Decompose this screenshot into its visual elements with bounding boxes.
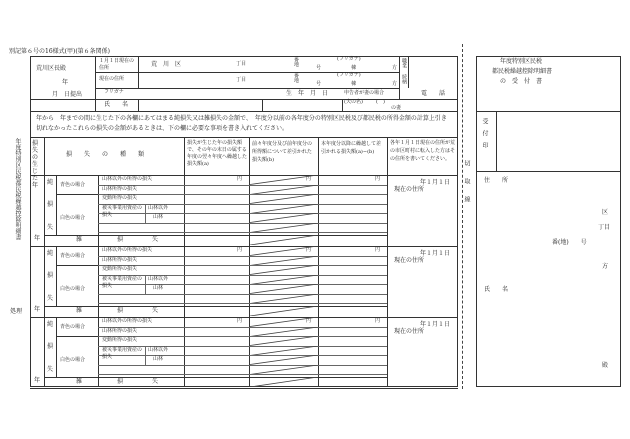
hatched-cell: [250, 185, 318, 195]
processing-label: 処理: [10, 308, 23, 315]
col-year-header: 損失の生じた年: [32, 140, 39, 189]
forest-other-label: 山林以外: [148, 346, 169, 353]
forest-short-label: 山林: [153, 356, 164, 362]
blue-case-label: 青色の場合: [60, 253, 86, 259]
disaster-label: 被災事業用資産の損失: [102, 275, 143, 289]
year-label: 年: [62, 79, 69, 86]
hatched-cell: [250, 256, 318, 266]
group-year-char: 年: [34, 235, 41, 242]
receipt-banchi: 番(地) 号: [552, 239, 587, 246]
loss-type-label: 変動所得の損失: [102, 266, 138, 272]
col-c-header: 本年度分以降に繰越して差引かれる損失額(a)−(b): [321, 141, 382, 155]
col-a-header: 損失が生じた年の損失額で、その年の末日の属する年度の翌々年度へ繰越した損失額(a): [187, 140, 248, 167]
receipt-ward: 区: [602, 209, 609, 216]
cut-line-label: 切 取 線: [463, 160, 470, 202]
go-1: 号: [316, 65, 322, 71]
husband-name-label: (夫の名): [344, 99, 363, 105]
blue-case-label: 青色の場合: [60, 182, 86, 188]
banchi-2: 番地: [294, 73, 300, 84]
hatched-cell: [250, 284, 318, 294]
net-loss-char-2: 損: [47, 272, 54, 279]
loss-type-label: 山林以外の所得の損失: [102, 176, 153, 182]
group-year-char: 年: [34, 306, 41, 313]
agent-label: 申告者が妻の場合: [344, 90, 385, 96]
hatched-cell: [250, 175, 318, 185]
yen-mark-c: 円: [375, 176, 381, 182]
forest-short-label: 山林: [153, 214, 164, 220]
hatched-cell: [250, 194, 318, 204]
hatched-cell: [250, 265, 318, 275]
yen-mark-c: 円: [375, 247, 381, 253]
blue-case-label: 青色の場合: [60, 324, 86, 330]
disaster-label: 被災事業用資産の損失: [102, 346, 143, 360]
receipt-stamp-label: 受 付 印: [481, 118, 488, 148]
no-tsuma-label: の妻: [391, 105, 402, 111]
loss-type-label: 山林以外の所得の損失: [102, 247, 153, 253]
forest-other-label: 山林以外: [148, 275, 169, 282]
loss-type-label: 山林所得の損失: [102, 327, 138, 334]
chome-2: 丁目: [236, 77, 247, 83]
white-case-label: 白色の場合: [60, 357, 86, 363]
receipt-address-label: 住 所: [484, 177, 509, 184]
go-2: 号: [316, 81, 322, 87]
hatched-cell: [250, 294, 318, 304]
addressee-label: 荒川区長殿: [36, 65, 67, 72]
col-d-header: 各年１月１日現在の住所が荒の市区町村に転入した方はその住所を書いてください。: [390, 140, 456, 162]
misc-loss-char-1: 雑: [76, 307, 83, 314]
banchi-1: 番地: [294, 57, 300, 68]
intro-text: 年から 年までの間に生じた下の各欄にあてはまる純損失又は雑損失の金額で、 年度分以前の各年度分の特別区民税及び都民税の所得金額の計算上引き切れなかったこれらの損失の金額があるときは、下の欄に必要な事項を書き入れてください。: [36, 115, 447, 132]
hatched-cell: [250, 235, 318, 245]
forest-short-label: 山林: [153, 285, 164, 291]
net-loss-char-2: 損: [47, 343, 54, 350]
forest-other-label: 山林以外: [148, 204, 169, 211]
date-submitted-label: 月 日提出: [52, 91, 83, 98]
misc-loss-char-2: 損: [117, 378, 124, 385]
hatched-cell: [250, 327, 318, 337]
hatched-cell: [250, 317, 318, 327]
yen-mark-b: 円: [306, 318, 312, 324]
chome-1: 丁目: [236, 61, 247, 67]
phone-label: 電 話: [421, 90, 446, 97]
loss-type-label: 山林以外の所得の損失: [102, 318, 153, 324]
paren-label: ( ): [376, 99, 385, 105]
misc-loss-char-3: 失: [152, 236, 159, 243]
kata-2: 方: [392, 81, 398, 87]
misc-loss-char-1: 雑: [76, 236, 83, 243]
white-case-label: 白色の場合: [60, 286, 86, 292]
hatched-cell: [250, 246, 318, 256]
net-loss-char-3: 失: [47, 366, 54, 373]
receipt-frame: [476, 56, 621, 387]
occupation-label: 職業: [401, 58, 407, 68]
misc-loss-char-2: 損: [117, 307, 124, 314]
misc-loss-char-2: 損: [117, 236, 124, 243]
hatched-cell: [250, 306, 318, 316]
mune-1: 棟: [351, 65, 357, 71]
yen-mark-a: 円: [237, 318, 243, 324]
ward-prefix: 荒 川 区: [151, 61, 182, 68]
yen-mark-a: 円: [237, 247, 243, 253]
relation-label: 続柄: [401, 74, 407, 84]
jan1-address-label: １月１日現在の住所: [99, 58, 135, 71]
hatched-cell: [250, 223, 318, 233]
net-loss-char-3: 失: [47, 224, 54, 231]
loss-type-label: 変動所得の損失: [102, 337, 138, 343]
current-address-col-label: 現在の住所: [394, 328, 425, 335]
misc-loss-char-3: 失: [152, 378, 159, 385]
current-address-col-label: 現在の住所: [394, 186, 425, 193]
jan1-label: 年１月１日: [420, 321, 451, 328]
group-year-char: 年: [34, 377, 41, 384]
jan1-label: 年１月１日: [420, 250, 451, 257]
dob-label: 生 年 月 日: [286, 90, 329, 97]
furigana-name-label: フリガナ: [104, 89, 124, 95]
hatched-cell: [250, 377, 318, 387]
net-loss-char-1: 純: [47, 250, 54, 257]
hatched-cell: [250, 275, 318, 285]
receipt-kata: 方: [602, 263, 609, 270]
receipt-chome: 丁目: [598, 224, 611, 231]
hatched-cell: [250, 355, 318, 365]
furigana-2: (フリガナ): [337, 72, 361, 78]
kata-1: 方: [392, 65, 398, 71]
current-address-label: 現在の住所: [99, 76, 125, 82]
receipt-title-2: 都民税繰越控除明細書: [492, 68, 553, 75]
hatched-cell: [250, 213, 318, 223]
form-title: 別記第６号の16様式(甲)(第６条関係): [9, 48, 110, 55]
net-loss-char-1: 純: [47, 179, 54, 186]
misc-loss-char-3: 失: [152, 307, 159, 314]
loss-type-label: 山林所得の損失: [102, 256, 138, 263]
yen-mark-b: 円: [306, 247, 312, 253]
receipt-name-label: 氏 名: [484, 286, 509, 293]
hatched-cell: [250, 346, 318, 356]
disaster-label: 被災事業用資産の損失: [102, 204, 143, 218]
loss-type-label: 変動所得の損失: [102, 195, 138, 201]
net-loss-char-2: 損: [47, 201, 54, 208]
furigana-1: (フリガナ): [337, 56, 361, 62]
yen-mark-a: 円: [237, 176, 243, 182]
hatched-cell: [250, 336, 318, 346]
misc-loss-char-1: 雑: [76, 378, 83, 385]
col-b-header: 前々年度分及び前年度分の所得額について差引かれた損失額(b): [252, 141, 313, 163]
hatched-cell: [250, 204, 318, 214]
net-loss-char-3: 失: [47, 295, 54, 302]
yen-mark-c: 円: [375, 318, 381, 324]
receipt-title-1: 年度特別区民税: [500, 58, 543, 65]
white-case-label: 白色の場合: [60, 215, 86, 221]
name-label: 氏 名: [104, 101, 129, 108]
loss-type-label: 山林所得の損失: [102, 185, 138, 192]
mune-2: 棟: [351, 81, 357, 87]
net-loss-char-1: 純: [47, 321, 54, 328]
col-type-header: 損 失 の 種 類: [66, 151, 145, 158]
side-title: 年度特別区民税都民税繰越控除明細書: [14, 138, 21, 240]
cut-line: [462, 44, 463, 389]
hatched-cell: [250, 365, 318, 375]
current-address-col-label: 現在の住所: [394, 257, 425, 264]
receipt-dono: 殿: [602, 362, 609, 369]
jan1-label: 年１月１日: [420, 179, 451, 186]
receipt-title-3: の 受 付 書: [500, 78, 543, 85]
yen-mark-b: 円: [306, 176, 312, 182]
